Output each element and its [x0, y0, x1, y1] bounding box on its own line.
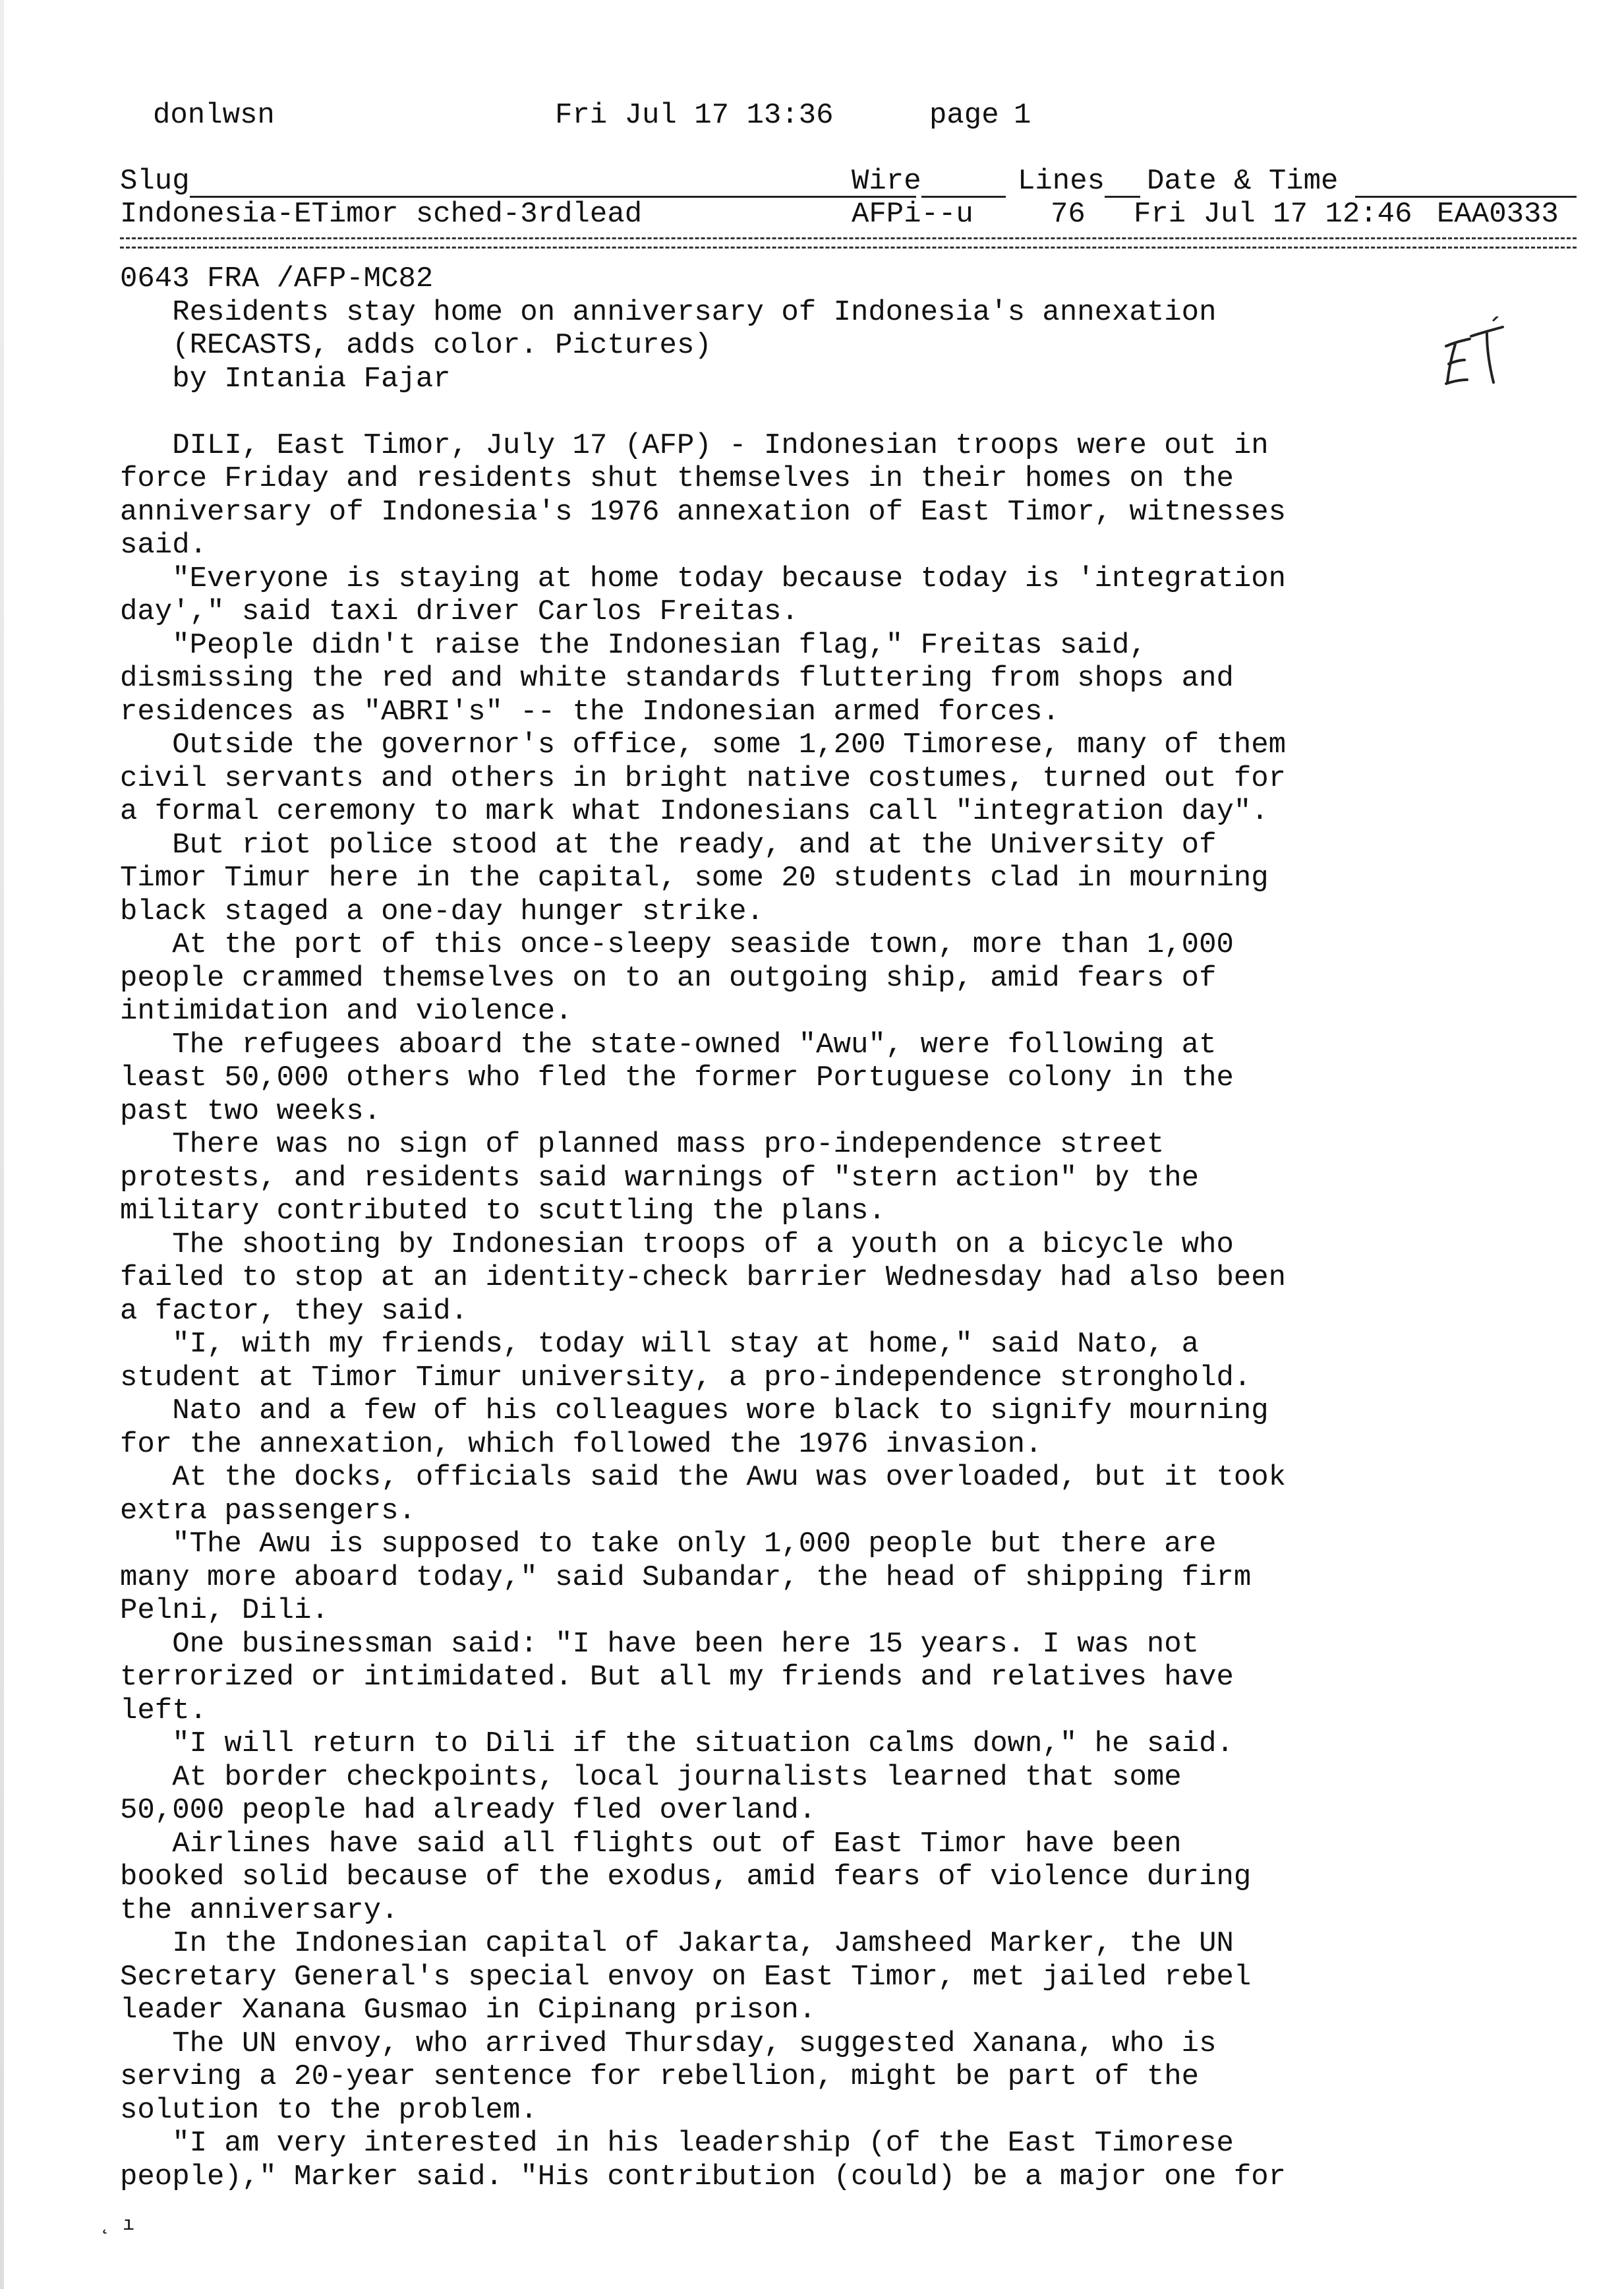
- story-line: failed to stop at an identity-check barrier Wednesday had also been: [120, 1261, 1287, 1294]
- story-line: leader Xanana Gusmao in Cipinang prison.: [120, 1994, 817, 2027]
- story-line: At border checkpoints, local journalists learned that some: [120, 1760, 1182, 1794]
- story-body: [120, 262, 1577, 2193]
- story-line: Timor Timur here in the capital, some 20 students clad in mourning: [120, 862, 1269, 895]
- story-line: At the docks, officials said the Awu was overloaded, but it took: [120, 1461, 1287, 1494]
- story-line: residences as "ABRI's" -- the Indonesian armed forces.: [120, 695, 1060, 728]
- story-line: people)," Marker said. "His contribution (could) be a major one for: [120, 2160, 1287, 2193]
- story-line: force Friday and residents shut themselves in their homes on the: [120, 462, 1234, 495]
- lines-value: 76: [1051, 198, 1086, 231]
- story-line: least 50,000 others who fled the former Portuguese colony in the: [120, 1061, 1234, 1094]
- slug-label: Slug: [120, 165, 190, 198]
- story-line: day'," said taxi driver Carlos Freitas.: [120, 595, 799, 628]
- story-line: terrorized or intimidated. But all my friends and relatives have: [120, 1661, 1234, 1694]
- datetime-value: Fri Jul 17 12:46: [1134, 198, 1412, 231]
- story-line: "Everyone is staying at home today because today is 'integration: [120, 562, 1287, 595]
- story-line: protests, and residents said warnings of "stern action" by the: [120, 1161, 1200, 1195]
- story-line: [120, 396, 1577, 429]
- header-user: donlwsn: [153, 99, 275, 132]
- story-line: At the port of this once-sleepy seaside town, more than 1,000: [120, 928, 1234, 961]
- story-line: left.: [120, 1694, 208, 1727]
- wire-value: AFPi--u: [852, 198, 973, 231]
- story-line: But riot police stood at the ready, and at the University of: [120, 828, 1217, 862]
- story-line: "People didn't raise the Indonesian flag," Freitas said,: [120, 628, 1147, 662]
- story-line: Airlines have said all flights out of East Timor have been: [120, 1827, 1182, 1860]
- story-line: anniversary of Indonesia's 1976 annexation of East Timor, witnesses: [120, 495, 1287, 529]
- story-line: There was no sign of planned mass pro-independence street: [120, 1128, 1165, 1161]
- story-line: The shooting by Indonesian troops of a youth on a bicycle who: [120, 1228, 1234, 1261]
- story-line: booked solid because of the exodus, amid fears of violence during: [120, 1860, 1252, 1893]
- story-line: Nato and a few of his colleagues wore black to signify mourning: [120, 1394, 1269, 1427]
- story-line: Pelni, Dili.: [120, 1594, 329, 1627]
- story-id-value: EAA0333: [1437, 198, 1559, 231]
- story-line: The refugees aboard the state-owned "Awu", were following at: [120, 1028, 1217, 1061]
- handwritten-et-mark: [1437, 316, 1509, 396]
- story-line: The UN envoy, who arrived Thursday, suggested Xanana, who is: [120, 2027, 1217, 2060]
- field-values-row: [120, 198, 1577, 232]
- datetime-label: Date & Time: [1147, 165, 1339, 198]
- story-line: by Intania Fajar: [120, 362, 451, 396]
- story-line: a factor, they said.: [120, 1294, 469, 1328]
- header-datetime: Fri Jul 17 13:36: [555, 99, 834, 132]
- scan-edge: [0, 0, 4, 2289]
- story-line: dismissing the red and white standards fluttering from shops and: [120, 662, 1234, 695]
- story-line: In the Indonesian capital of Jakarta, Jamsheed Marker, the UN: [120, 1927, 1234, 1960]
- slug-value: Indonesia-ETimor sched-3rdlead: [120, 198, 643, 231]
- story-line: past two weeks.: [120, 1094, 382, 1128]
- story-line: Residents stay home on anniversary of Indonesia's annexation: [120, 295, 1217, 329]
- story-line: military contributed to scuttling the plans.: [120, 1195, 886, 1228]
- separator-line: [120, 237, 1577, 239]
- wire-label: Wire: [852, 165, 921, 198]
- story-line: for the annexation, which followed the 1976 invasion.: [120, 1427, 1043, 1461]
- story-line: "I will return to Dili if the situation calms down," he said.: [120, 1727, 1234, 1760]
- story-line: serving a 20-year sentence for rebellion, might be part of the: [120, 2060, 1200, 2093]
- lines-label: Lines: [1018, 165, 1105, 198]
- separator-line: [120, 247, 1577, 249]
- story-line: One businessman said: "I have been here 15 years. I was not: [120, 1627, 1200, 1661]
- story-line: solution to the problem.: [120, 2093, 538, 2127]
- story-line: (RECASTS, adds color. Pictures): [120, 329, 712, 362]
- story-line: said.: [120, 529, 208, 562]
- story-line: the anniversary.: [120, 1893, 399, 1927]
- story-line: black staged a one-day hunger strike.: [120, 895, 764, 928]
- story-line: student at Timor Timur university, a pro-independence stronghold.: [120, 1361, 1252, 1394]
- story-line: Secretary General's special envoy on East Timor, met jailed rebel: [120, 1960, 1252, 1994]
- story-line: 50,000 people had already fled overland.: [120, 1794, 817, 1827]
- story-line: many more aboard today," said Subandar, the head of shipping firm: [120, 1561, 1252, 1594]
- story-line: intimidation and violence.: [120, 995, 573, 1028]
- story-line: "I, with my friends, today will stay at home," said Nato, a: [120, 1328, 1200, 1361]
- story-header-line: 0643 FRA /AFP-MC82: [120, 262, 434, 295]
- scan-artifact-mark: ˛ ı: [99, 2214, 135, 2236]
- header-page-number: 1: [1014, 99, 1031, 132]
- story-line: a formal ceremony to mark what Indonesians call "integration day".: [120, 795, 1269, 828]
- header-page-label: page: [929, 99, 999, 132]
- story-line: "The Awu is supposed to take only 1,000 people but there are: [120, 1528, 1217, 1561]
- story-line: "I am very interested in his leadership (of the East Timorese: [120, 2127, 1234, 2160]
- story-line: DILI, East Timor, July 17 (AFP) - Indonesian troops were out in: [120, 429, 1269, 462]
- story-line: civil servants and others in bright native costumes, turned out for: [120, 761, 1287, 795]
- story-line: Outside the governor's office, some 1,200 Timorese, many of them: [120, 728, 1287, 761]
- story-line: people crammed themselves on to an outgoing ship, amid fears of: [120, 961, 1217, 995]
- field-labels-row: [120, 165, 1577, 199]
- story-line: extra passengers.: [120, 1494, 416, 1528]
